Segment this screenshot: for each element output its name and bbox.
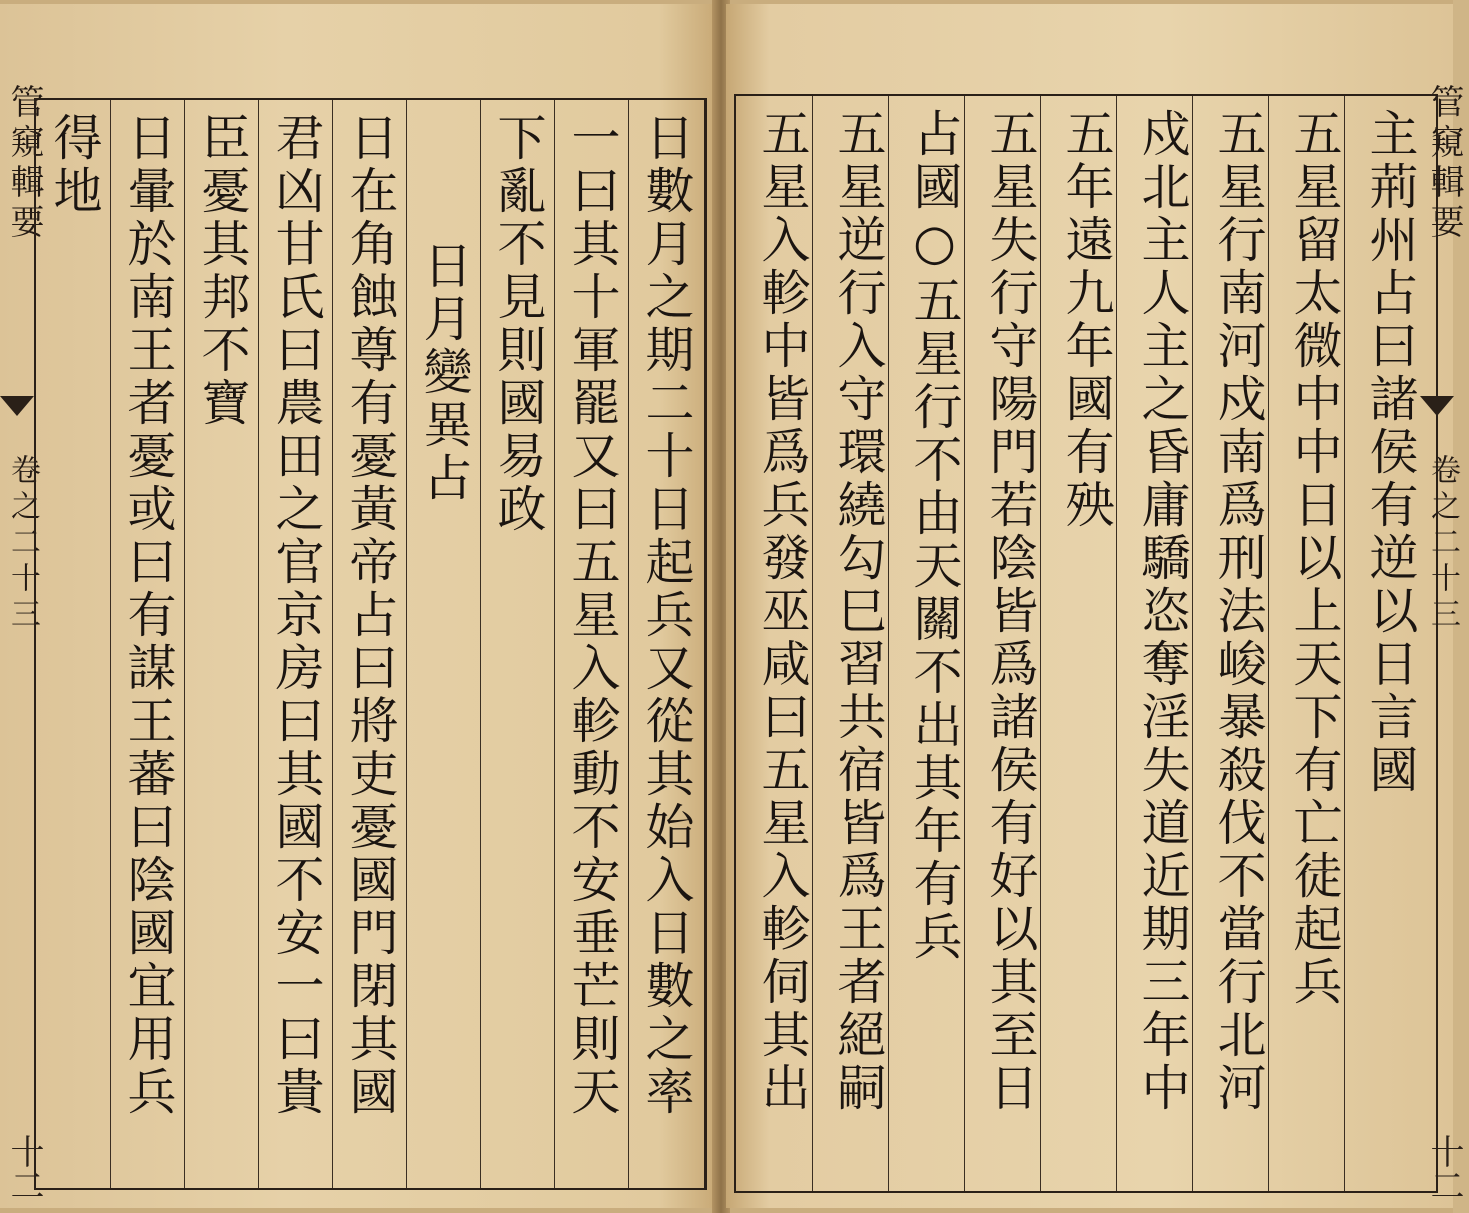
text-column: 日在角蝕尊有憂黃帝占曰將吏憂國門閉其國	[342, 112, 399, 1119]
text-column: 一曰其十軍罷又曰五星入軫動不安垂芒則天	[564, 112, 621, 1119]
left-folio: 十二	[4, 1134, 44, 1202]
text-column: 五星逆行入守環繞勾巳習共宿皆爲王者絕嗣	[830, 108, 887, 1115]
right-margin-title: 管窺輯要	[1424, 84, 1464, 244]
text-column: 日數月之期二十日起兵又從其始入日數之率	[638, 112, 695, 1119]
text-column: 臣憂其邦不寶	[194, 112, 251, 430]
text-column: 五星行南河戍南爲刑法峻暴殺伐不當行北河	[1210, 108, 1267, 1115]
text-column: 君凶甘氏曰農田之官京房曰其國不安一曰貴	[268, 112, 325, 1119]
fish-tail-ornament	[0, 396, 34, 416]
text-column: 得地	[46, 112, 103, 218]
text-column: 戍北主人主之昏庸驕恣奪淫失道近期三年中	[1134, 108, 1191, 1115]
right-folio: 十二	[1424, 1134, 1464, 1202]
left-margin-title: 管窺輯要	[4, 84, 44, 244]
right-margin-juan: 卷之二十三	[1425, 454, 1460, 634]
text-column: 五年遠九年國有殃	[1058, 108, 1115, 532]
fish-tail-ornament	[1420, 396, 1454, 416]
left-text-frame	[34, 98, 707, 1190]
text-column: 下亂不見則國易政	[490, 112, 547, 536]
right-text-frame	[734, 94, 1438, 1193]
left-page	[0, 4, 716, 1208]
text-column: 五星入軫中皆爲兵發巫咸曰五星入軫伺其出	[754, 108, 811, 1115]
text-column: 占國○五星行不由天關不出其年有兵	[906, 108, 963, 964]
text-column: 五星留太微中中日以上天下有亡徒起兵	[1286, 108, 1343, 1009]
text-column: 主荊州占曰諸侯有逆以日言國	[1362, 108, 1419, 797]
right-page	[726, 4, 1464, 1208]
text-column: 五星失行守陽門若陰皆爲諸侯有好以其至日	[982, 108, 1039, 1115]
section-heading: 日月變異占	[416, 240, 473, 505]
text-column: 日暈於南王者憂或曰有謀王蕃曰陰國宜用兵	[120, 112, 177, 1119]
left-margin-juan: 卷之二十三	[5, 454, 40, 634]
